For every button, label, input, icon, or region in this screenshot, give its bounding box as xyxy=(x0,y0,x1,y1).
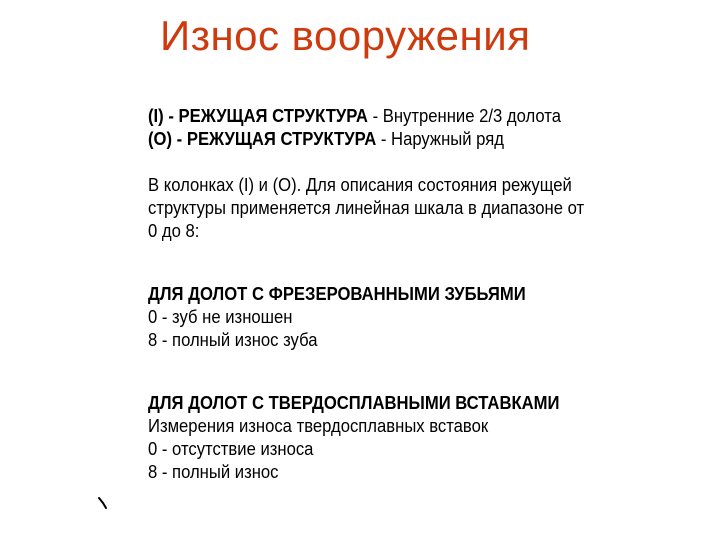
spacer xyxy=(148,242,652,265)
carbide-item-8: 8 - полный износ xyxy=(148,461,279,482)
inner-label: РЕЖУЩАЯ СТРУКТУРА xyxy=(178,105,368,126)
spacer xyxy=(148,374,652,391)
spacer xyxy=(148,351,652,374)
slide-body xyxy=(148,104,652,483)
milled-item-8: 8 - полный износ зуба xyxy=(148,329,318,350)
outer-desc: - Наружный ряд xyxy=(376,128,504,149)
stray-pen-mark xyxy=(97,496,109,510)
slide-title: Износ вооружения xyxy=(160,12,531,59)
inner-structure-line xyxy=(148,104,652,127)
milled-teeth-heading: ДЛЯ ДОЛОТ С ФРЕЗЕРОВАННЫМИ ЗУБЬЯМИ xyxy=(148,283,526,304)
scale-text-line-1: В колонках (I) и (O). Для описания состояния режущей xyxy=(148,174,572,195)
carbide-item-0: 0 - отсутствие износа xyxy=(148,438,314,459)
outer-structure-line xyxy=(148,127,652,150)
milled-item-0: 0 - зуб не изношен xyxy=(148,306,293,327)
carbide-measure-line: Измерения износа твердосплавных вставок xyxy=(148,415,489,436)
outer-code: (O) - xyxy=(148,128,187,149)
scale-text-line-3: 0 до 8: xyxy=(148,220,200,241)
carbide-inserts-heading: ДЛЯ ДОЛОТ С ТВЕРДОСПЛАВНЫМИ ВСТАВКАМИ xyxy=(148,392,560,413)
spacer xyxy=(148,265,652,282)
inner-desc: - Внутренние 2/3 долота xyxy=(367,105,561,126)
spacer xyxy=(148,150,652,173)
inner-code: (I) - xyxy=(148,105,179,126)
scale-text-line-2: структуры применяется линейная шкала в диапазоне от xyxy=(148,197,585,218)
outer-label: РЕЖУЩАЯ СТРУКТУРА xyxy=(186,128,377,149)
